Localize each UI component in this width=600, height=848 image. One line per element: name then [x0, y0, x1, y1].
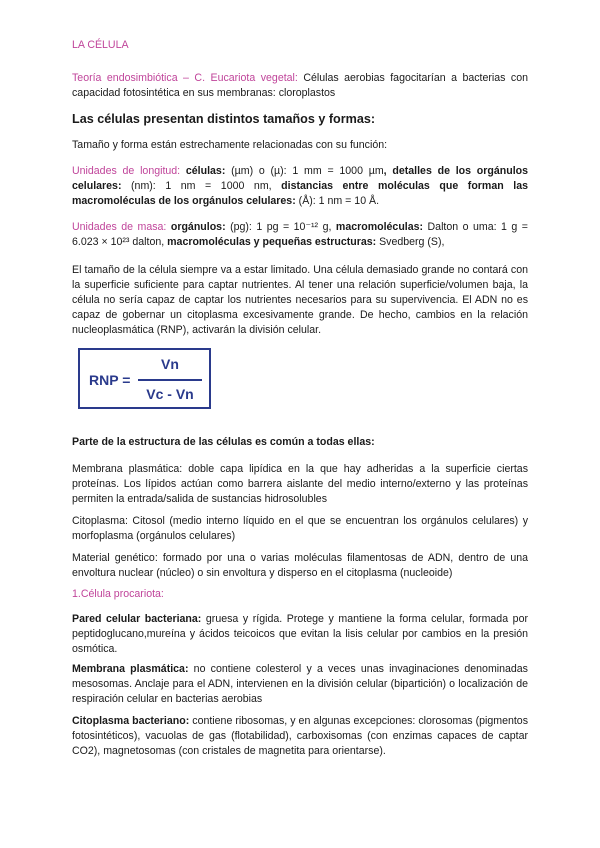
cell-wall-paragraph	[72, 612, 528, 657]
bacterial-cytoplasm-text: contiene ribosomas, y en algunas excepciones: clorosomas (pigmentos fotosintéticos), vacuolas de gas (flotabilidad), carboxisomas (con enzimas capaces de captar CO2), magnetosomas (con cristales de magnetita para orientarse).	[72, 715, 528, 757]
macromolecules-label: macromoléculas:	[331, 221, 424, 233]
endosymbiotic-text: Células aerobias fagocitarían a bacterias con capacidad fotosintética en sus membranas: cloroplastos	[72, 72, 528, 99]
bacterial-cytoplasm-paragraph	[72, 714, 528, 759]
sizes-heading: Las células presentan distintos tamaños y formas:	[72, 112, 376, 126]
common-structure-heading: Parte de la estructura de las células es común a todas ellas:	[72, 436, 375, 448]
cell-wall-lead: Pared celular bacteriana:	[72, 613, 202, 625]
cell-wall-text: gruesa y rígida. Protege y mantiene la forma celular, formada por peptidoglucano,mureína y ácidos teicoicos que evitan la lisis celular por cambios en la presión osmótica.	[72, 613, 528, 655]
molecule-distance-label: distancias entre moléculas que forman las macromoléculas de los orgánulos celulares:	[72, 180, 528, 207]
membrane-paragraph: Membrana plasmática: doble capa lipídica en la que hay adheridas a la superficie ciertas proteínas. Los lípidos actúan como barrera aislante del medio interno/externo y las proteínas permiten la entrada/salida de sustancias hidrosolubles	[72, 463, 528, 505]
cells-text: (µm) o (µ): 1 mm = 1000 µm	[225, 165, 384, 177]
organelles-label: orgánulos:	[166, 221, 226, 233]
cells-label: células:	[180, 165, 226, 177]
mass-units-paragraph	[72, 220, 528, 250]
rnp-numerator: Vn	[161, 356, 179, 372]
macromolecules-text: Dalton o uma: 1 g = 6.023 × 10²³ dalton,	[72, 221, 528, 248]
mass-units-lead: Unidades de masa:	[72, 221, 167, 233]
small-structures-text: Svedberg (S),	[376, 236, 445, 248]
organelle-details-label: , detalles de los orgánulos celulares:	[72, 165, 528, 192]
rnp-formula-box	[78, 348, 211, 409]
size-shape-text: Tamaño y forma están estrechamente relacionadas con su función:	[72, 139, 388, 151]
plasma-membrane-text: no contiene colesterol y a veces unas invaginaciones denominadas mesosomas. Anclaje para el ADN, intervienen en la división celular (bipartición) o localización de respiración celular en bacterias aerobias	[72, 663, 528, 705]
plasma-membrane-lead: Membrana plasmática:	[72, 663, 189, 675]
rnp-denominator: Vc - Vn	[146, 386, 194, 402]
plasma-membrane-paragraph	[72, 662, 528, 707]
cytoplasm-paragraph: Citoplasma: Citosol (medio interno líquido en el que se encuentran los orgánulos celulares) y morfoplasma (orgánulos celulares)	[72, 515, 528, 542]
genetic-material-paragraph: Material genético: formado por una o varias moléculas filamentosas de ADN, dentro de una envoltura nuclear (núcleo) o sin envoltura y disperso en el citoplasma (nucleoide)	[72, 552, 528, 579]
fraction-bar	[138, 379, 202, 381]
prokaryote-section-title: 1.Célula procariota:	[72, 588, 164, 600]
bacterial-cytoplasm-lead: Citoplasma bacteriano:	[72, 715, 190, 727]
cell-size-paragraph: El tamaño de la célula siempre va a estar limitado. Una célula demasiado grande no contará con la superficie suficiente para captar nutrientes. Al tener una relación superficie/volumen baja, la célula no sería capaz de captar los nutrientes necesarios para su supervivencia. El ADN no es capaz de gobernar un citoplasma excesivamente grande. De hecho, cambios en la relación nucleoplasmática (RNP), activarán la división celular.	[72, 264, 528, 336]
endosymbiotic-lead: Teoría endosimbiótica – C. Eucariota vegetal:	[72, 72, 298, 84]
organelles-text: (pg): 1 pg = 10⁻¹² g,	[225, 221, 332, 233]
rnp-formula-label: RNP =	[89, 372, 131, 388]
organelle-details-text: (nm): 1 nm = 1000 nm,	[121, 180, 272, 192]
length-units-lead: Unidades de longitud:	[72, 165, 181, 177]
molecule-distance-text: (Å): 1 nm = 10 Å.	[295, 195, 380, 207]
endosymbiotic-paragraph	[72, 71, 528, 101]
length-units-paragraph	[72, 164, 528, 209]
page-header: LA CÉLULA	[72, 39, 129, 51]
small-structures-label: macromoléculas y pequeñas estructuras:	[164, 236, 377, 248]
